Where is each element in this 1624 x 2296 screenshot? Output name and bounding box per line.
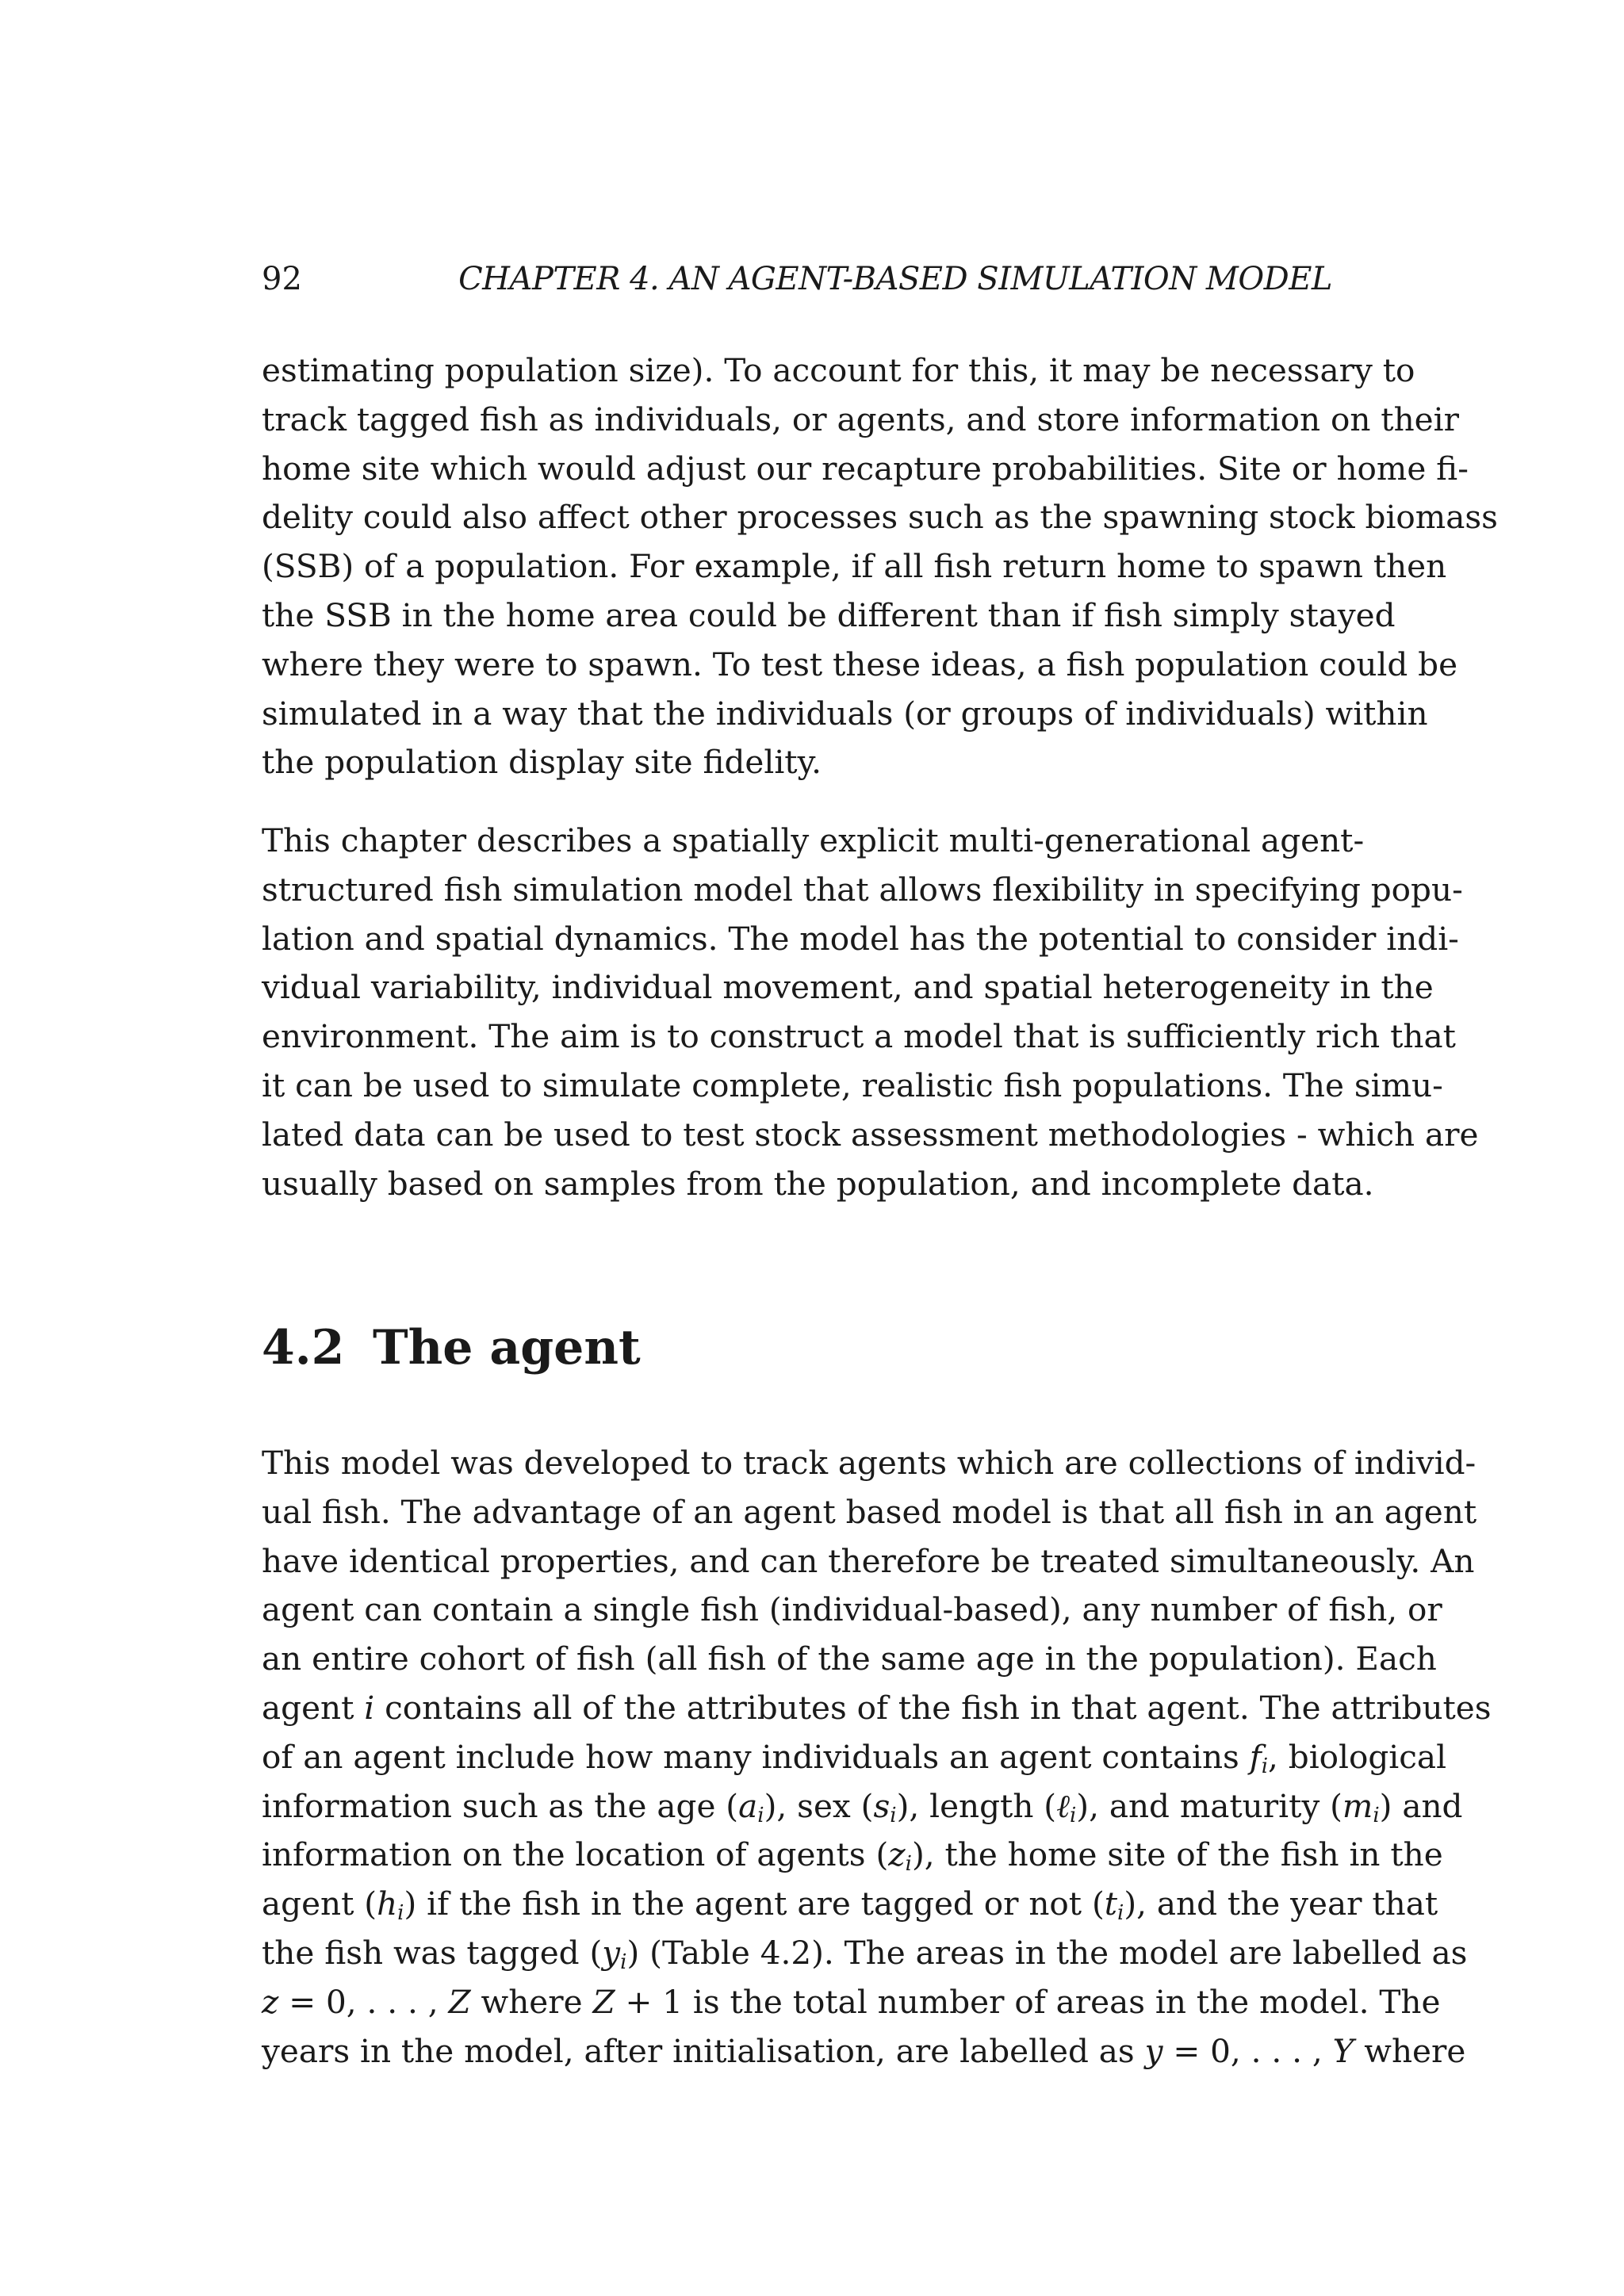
math-variable: s: [873, 1786, 891, 1825]
math-variable: f: [1249, 1737, 1262, 1776]
text-line: agent can contain a single fish (individual-based), any number of fish, or: [262, 1590, 1442, 1629]
math-subscript: i: [1117, 1901, 1124, 1926]
text-line: [262, 2027, 1466, 2076]
text-line: This chapter describes a spatially explicit multi-generational agent-: [262, 821, 1365, 859]
math-variable: y: [1144, 2031, 1163, 2070]
math-expression: = 0, . . . ,: [278, 1982, 449, 2021]
page-number: 92: [262, 261, 302, 297]
text-run: of an agent include how many individuals an agent contains: [262, 1737, 1250, 1776]
math-subscript: i: [890, 1803, 897, 1827]
math-variable: z: [888, 1835, 906, 1874]
text-line: have identical properties, and can therefore be treated simultaneously. An: [262, 1541, 1475, 1580]
text-line: where they were to spawn. To test these ideas, a fish population could be: [262, 645, 1458, 683]
math-subscript: i: [757, 1803, 764, 1827]
text-line: it can be used to simulate complete, realistic fish populations. The simu-: [262, 1066, 1443, 1104]
running-header: [262, 255, 1332, 303]
math-variable: h: [377, 1885, 398, 1923]
text-line: home site which would adjust our recapture probabilities. Site or home fi-: [262, 449, 1469, 488]
text-line: simulated in a way that the individuals (or groups of individuals) within: [262, 694, 1428, 733]
text-line: [262, 1831, 1443, 1880]
text-line: [262, 1782, 1463, 1831]
text-line: [262, 1978, 1441, 2027]
text-line: lation and spatial dynamics. The model has the potential to consider indi-: [262, 919, 1459, 958]
paragraph-agent-definition: [262, 1439, 1492, 2076]
paragraph-site-fidelity: [262, 346, 1498, 787]
math-variable: ℓ: [1056, 1786, 1070, 1825]
math-variable: t: [1104, 1885, 1118, 1923]
text-line: [262, 1684, 1492, 1733]
text-line: [262, 1733, 1447, 1782]
text-line: [262, 1880, 1438, 1929]
text-run: ) and: [1379, 1786, 1463, 1825]
text-line: structured fish simulation model that allows flexibility in specifying popu-: [262, 870, 1463, 909]
text-line: an entire cohort of fish (all fish of the same age in the population). Each: [262, 1640, 1437, 1678]
text-run: ), and maturity (: [1076, 1786, 1342, 1825]
text-run: the fish was tagged (: [262, 1933, 603, 1972]
text-run: ) if the fish in the agent are tagged or not (: [404, 1885, 1105, 1923]
text-line: [262, 1929, 1468, 1978]
text-run: information such as the age (: [262, 1786, 739, 1825]
math-variable: i: [364, 1688, 375, 1727]
text-run: information on the location of agents (: [262, 1835, 889, 1874]
math-expression: = 0, . . . ,: [1162, 2031, 1333, 2070]
text-run: contains all of the attributes of the fish in that agent. The attributes: [374, 1688, 1492, 1727]
text-run: ), and the year that: [1124, 1885, 1438, 1923]
text-line: ual fish. The advantage of an agent based model is that all fish in an agent: [262, 1492, 1477, 1531]
math-variable: y: [602, 1933, 621, 1972]
text-run: , biological: [1268, 1737, 1447, 1776]
text-run: + 1 is the total number of areas in the model. The: [615, 1982, 1441, 2021]
section-heading: [262, 1312, 641, 1383]
paragraph-chapter-description: [262, 817, 1479, 1208]
text-line: environment. The aim is to construct a model that is sufficiently rich that: [262, 1017, 1456, 1056]
math-variable: z: [262, 1982, 279, 2021]
math-variable: m: [1342, 1786, 1373, 1825]
text-line: the population display site fidelity.: [262, 743, 822, 782]
math-subscript: i: [1069, 1803, 1077, 1827]
math-subscript: i: [397, 1901, 404, 1926]
math-variable: Z: [592, 1982, 615, 2021]
text-line: This model was developed to track agents which are collections of individ-: [262, 1444, 1477, 1482]
text-run: where: [1354, 2031, 1466, 2070]
text-line: track tagged fish as individuals, or agents, and store information on their: [262, 400, 1459, 438]
text-line: delity could also affect other processes such as the spawning stock biomass: [262, 498, 1498, 537]
text-line: vidual variability, individual movement, and spatial heterogeneity in the: [262, 968, 1434, 1007]
text-run: agent (: [262, 1885, 377, 1923]
chapter-title: CHAPTER 4. AN AGENT-BASED SIMULATION MODEL: [458, 261, 1332, 297]
text-run: ), sex (: [764, 1786, 874, 1825]
text-run: where: [470, 1982, 593, 2021]
math-subscript: i: [1261, 1754, 1269, 1778]
math-subscript: i: [620, 1950, 627, 1974]
math-variable: Y: [1332, 2031, 1354, 2070]
math-subscript: i: [905, 1852, 912, 1877]
math-variable: Z: [448, 1982, 471, 2021]
text-line: (SSB) of a population. For example, if all fish return home to spawn then: [262, 547, 1447, 586]
text-run: ) (Table 4.2). The areas in the model are labelled as: [626, 1933, 1468, 1972]
text-run: ), the home site of the fish in the: [911, 1835, 1443, 1874]
text-line: the SSB in the home area could be different than if fish simply stayed: [262, 595, 1396, 634]
text-run: agent: [262, 1688, 365, 1727]
text-line: usually based on samples from the population, and incomplete data.: [262, 1164, 1374, 1203]
text-line: lated data can be used to test stock assessment methodologies - which are: [262, 1115, 1479, 1154]
text-run: years in the model, after initialisation, are labelled as: [262, 2031, 1145, 2070]
section-title: The agent: [373, 1320, 641, 1376]
math-variable: a: [738, 1786, 758, 1825]
math-subscript: i: [1373, 1803, 1380, 1827]
text-line: estimating population size). To account for this, it may be necessary to: [262, 351, 1415, 389]
section-number: 4.2: [262, 1320, 345, 1376]
text-run: ), length (: [896, 1786, 1057, 1825]
